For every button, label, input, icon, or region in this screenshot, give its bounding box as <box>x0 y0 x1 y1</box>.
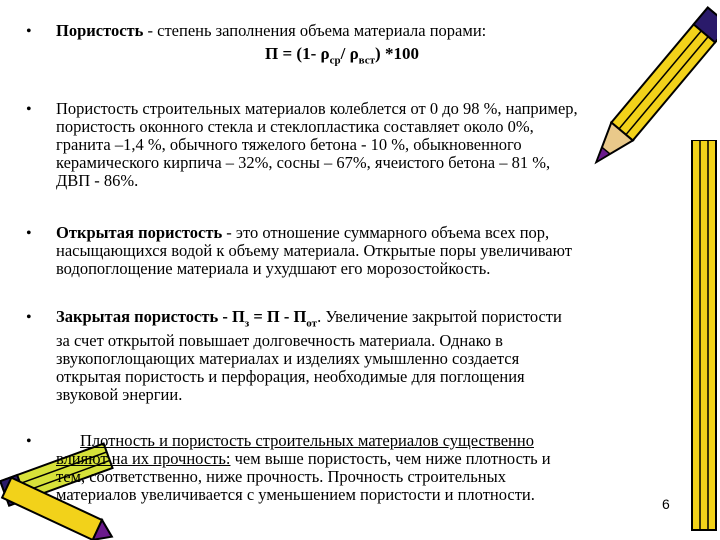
item-1-text: - степень заполнения объема материала порами: <box>143 21 487 40</box>
item-5 <box>56 431 551 504</box>
item-3-line: насыщающихся водой к объему материала. Открытые поры увеличивают <box>56 241 572 260</box>
item-5-line: материалов увеличивается с уменьшением пористости и плотности. <box>56 485 535 504</box>
item-1-term: Пористость <box>56 21 144 40</box>
item-5-underlined-1: Плотность и пористость строительных материалов существенно <box>80 431 534 450</box>
formula-sub-vst: вст <box>358 54 376 67</box>
bullet-4: • <box>26 309 32 326</box>
bullet-1: • <box>26 23 32 40</box>
formula-rhs: ) *100 <box>375 44 419 63</box>
item-5-underlined-2: влияют на их прочность: <box>56 449 231 468</box>
item-3-line: водопоглощение материала и ухудшают его морозостойкость. <box>56 259 491 278</box>
item-1 <box>56 22 486 40</box>
item-4 <box>56 308 562 404</box>
bullet-5: • <box>26 433 32 450</box>
item-4-formula-sub-z: з <box>244 317 250 330</box>
item-4-line: открытая пористость и перфорация, необходимые для поглощения <box>56 367 525 387</box>
item-2-line: пористость оконного стекла и стеклопластика составляет около 0%, <box>56 117 534 136</box>
item-2-line: гранита –1,4 %, обычного тяжелого бетона - 10 %, обыкновенного <box>56 135 522 154</box>
item-4-formula-sub-ot: от <box>306 317 318 330</box>
item-4-formula-b: = П - П <box>249 307 307 326</box>
item-3-text: - это отношение суммарного объема всех пор, <box>222 223 550 242</box>
item-2 <box>56 100 578 190</box>
pencil-right-edge-icon <box>684 140 720 540</box>
formula-lhs: П = (1- ρ <box>265 44 330 63</box>
page-number: 6 <box>662 496 670 512</box>
bullet-3: • <box>26 225 32 242</box>
item-2-line: Пористость строительных материалов колеблется от 0 до 98 %, например, <box>56 99 578 118</box>
item-2-line: ДВП - 86%. <box>56 171 139 190</box>
bullet-2: • <box>26 101 32 118</box>
formula-sub-sr: ср <box>329 54 341 67</box>
item-4-line: за счет открытой повышает долговечность материала. Однако в <box>56 331 503 351</box>
item-4-formula-a: - П <box>218 307 245 326</box>
item-3-term: Открытая пористость <box>56 223 223 242</box>
item-3 <box>56 224 572 278</box>
item-4-term: Закрытая пористость <box>56 307 219 326</box>
item-2-line: керамического кирпича – 32%, сосны – 67%, ячеистого бетона – 81 %, <box>56 153 551 172</box>
item-4-line: звукопоглощающих материалах и изделиях умышленно создается <box>56 349 520 369</box>
item-5-text: чем выше пористость, чем ниже плотность и <box>230 449 551 468</box>
item-4-line: звуковой энергии. <box>56 385 183 405</box>
formula-mid: / ρ <box>340 44 359 63</box>
item-4-text: . Увеличение закрытой пористости <box>317 307 562 326</box>
item-5-line: тем, соответственно, ниже прочность. Прочность строительных <box>56 467 506 486</box>
porosity-formula <box>265 44 419 66</box>
